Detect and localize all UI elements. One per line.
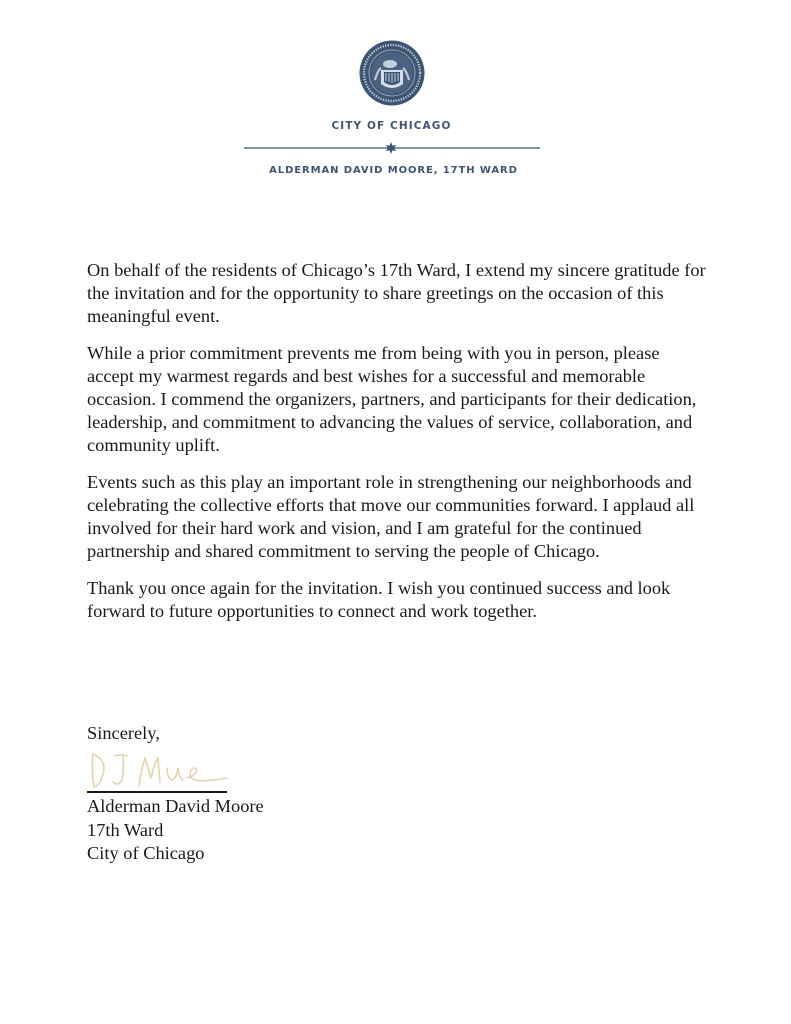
organization-name: CITY OF CHICAGO xyxy=(331,120,452,132)
office-title: ALDERMAN DAVID MOORE, 17TH WARD xyxy=(269,165,518,176)
paragraph: While a prior commitment prevents me from being with you in person, please accept my warmest regards and best wishes for a successful and memorable occasion. I commend the organizers, partners, and participants for their dedication, leadership, and commitment to advancing the values of service, collaboration, and community uplift. xyxy=(87,343,697,455)
paragraph: Thank you once again for the invitation. I wish you continued success and look forward to future opportunities to connect and work together. xyxy=(87,578,671,621)
signer-city: City of Chicago xyxy=(87,843,205,863)
signer-ward: 17th Ward xyxy=(87,819,164,840)
handwritten-signature xyxy=(87,748,232,792)
closing-salutation: Sincerely, xyxy=(87,723,160,743)
letterhead-divider xyxy=(244,140,540,156)
signer-name: Alderman David Moore xyxy=(87,796,264,816)
letter-body xyxy=(87,259,707,637)
city-seal-logo xyxy=(359,40,425,106)
paragraph: Events such as this play an important role in strengthening our neighborhoods and celebrating the collective efforts that move our communities forward. I applaud all involved for their hard work and vision, and I am grateful for the continued partnership and shared commitment to serving the people of Chicago. xyxy=(87,472,695,561)
signature-block xyxy=(87,795,264,866)
paragraph: On behalf of the residents of Chicago’s 17th Ward, I extend my sincere gratitude for the invitation and for the opportunity to share greetings on the occasion of this meaningful event. xyxy=(87,260,706,326)
signature-line xyxy=(87,791,227,793)
